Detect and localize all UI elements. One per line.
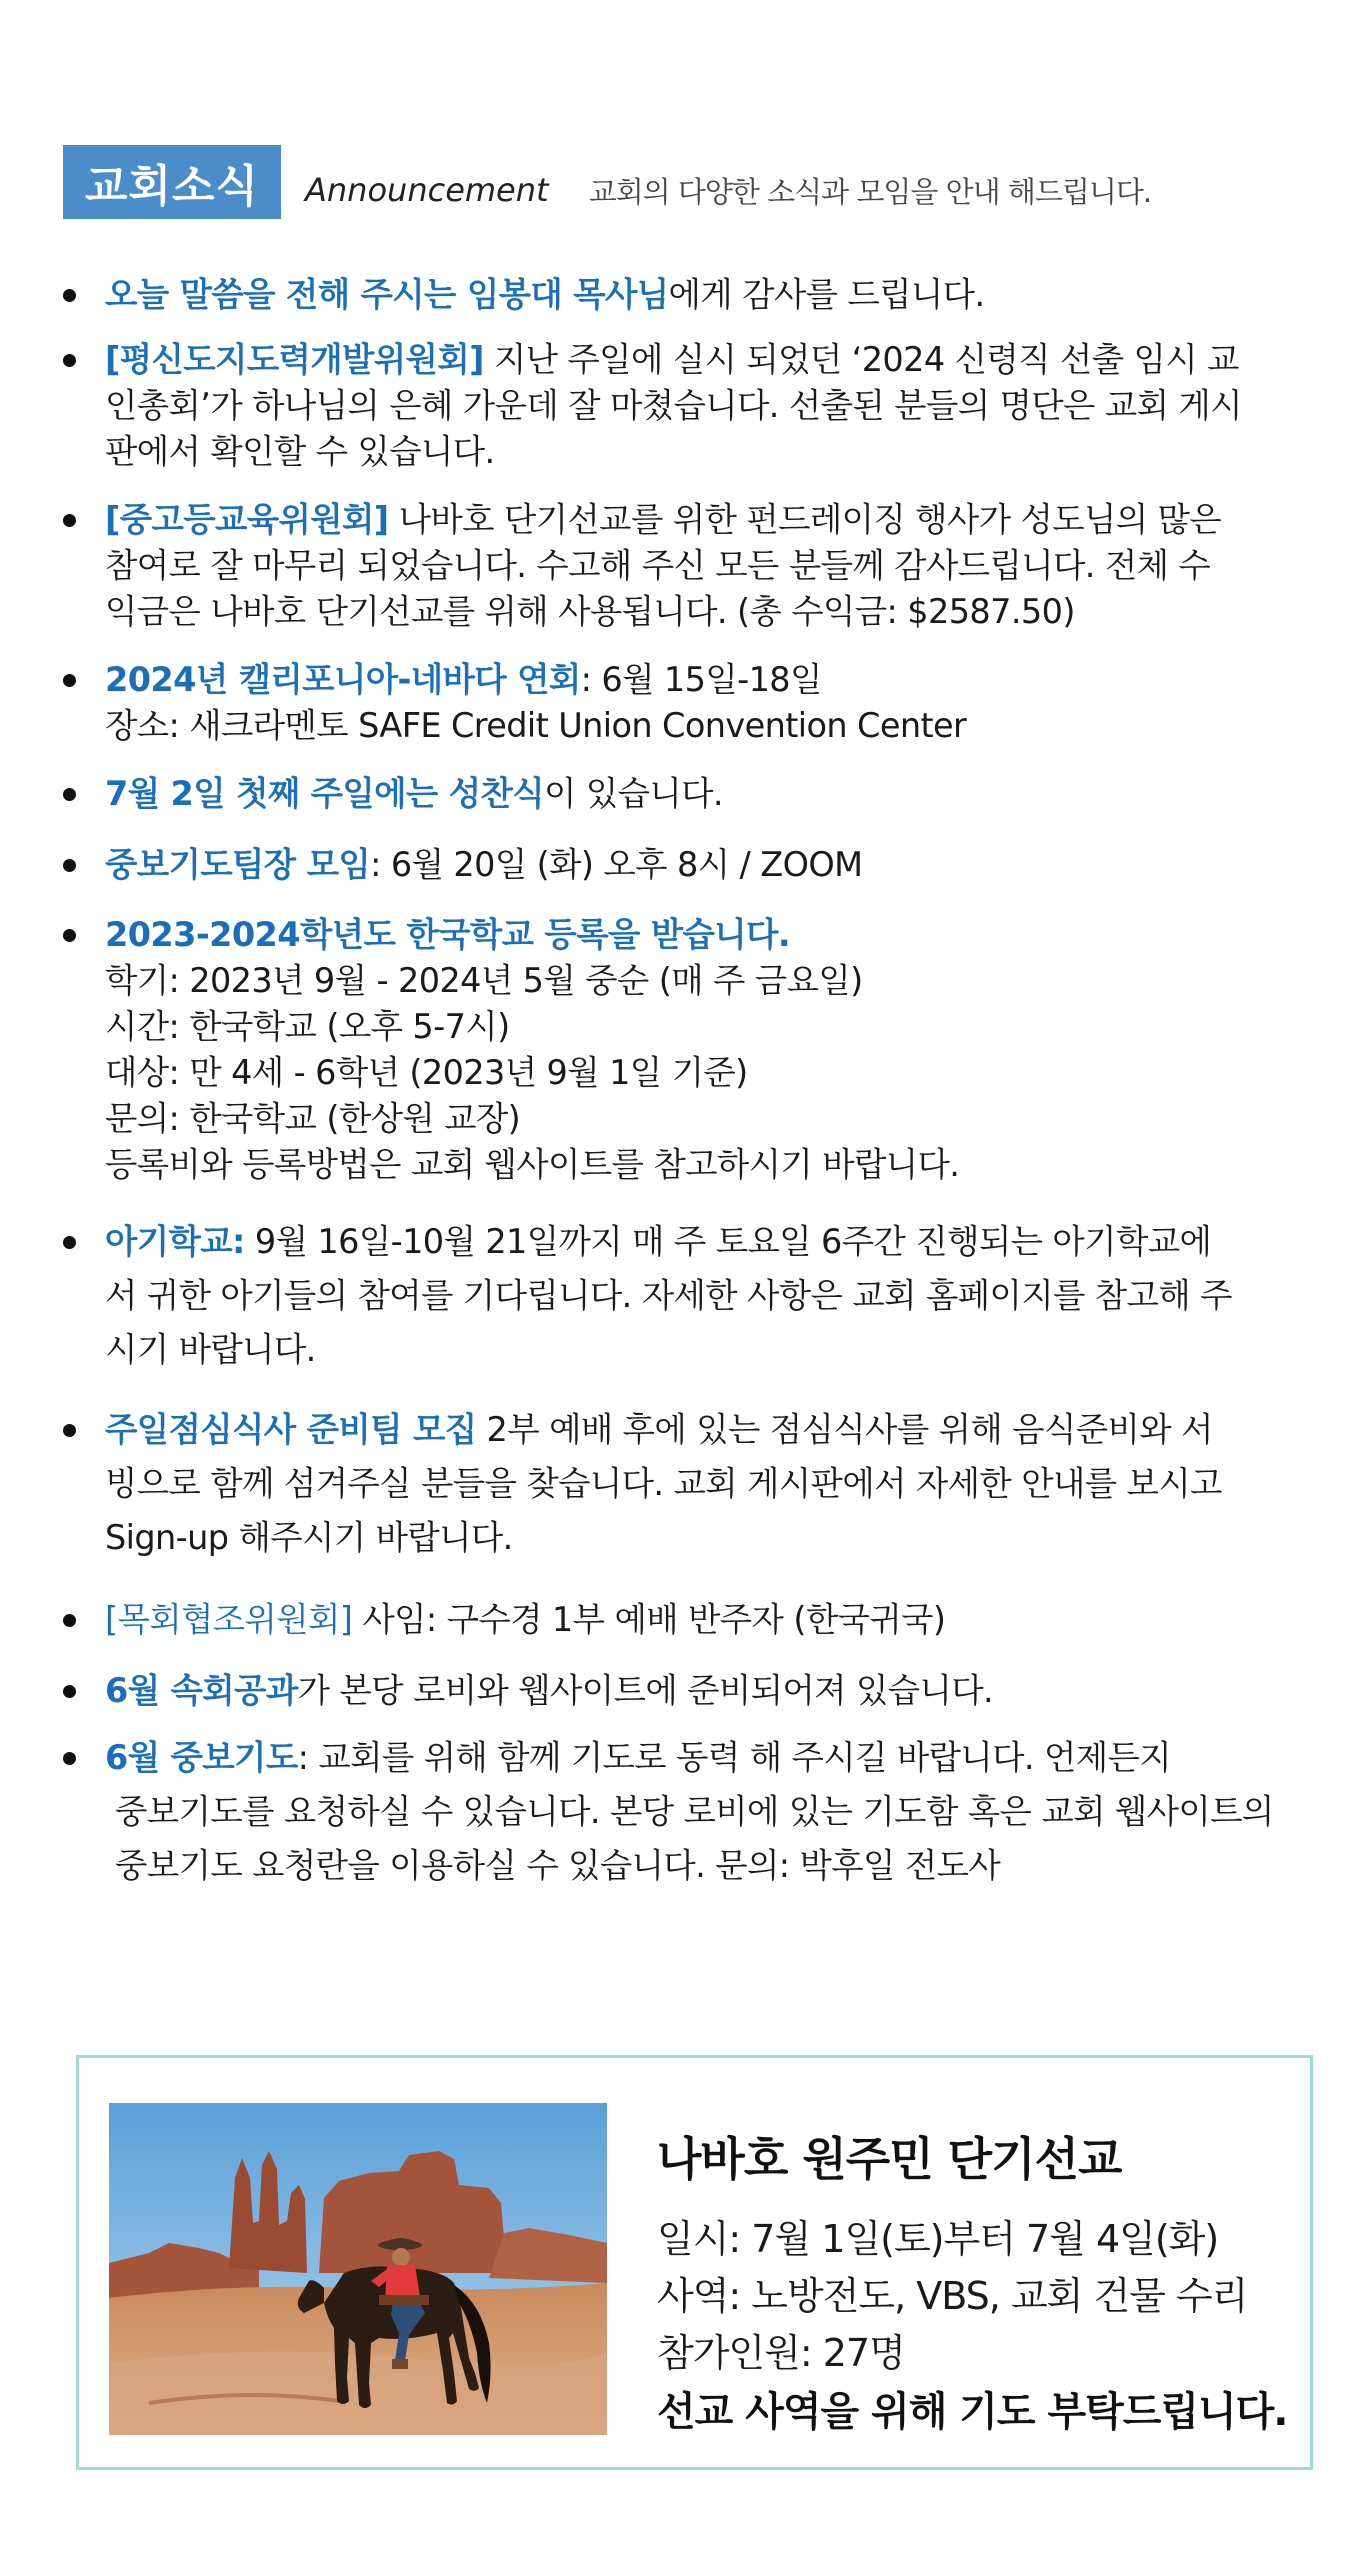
mission-participants: 참가인원: 27명 <box>657 2331 905 2375</box>
item-text: 등록비와 등록방법은 교회 웹사이트를 참고하시기 바랍니다. <box>105 1145 960 1184</box>
item-text: 나바호 단기선교를 위한 펀드레이징 행사가 성도님의 많은 <box>388 500 1222 539</box>
bullet-icon <box>63 1685 76 1698</box>
item-highlight: 중보기도팀장 모임 <box>105 845 371 884</box>
item-text: 대상: 만 4세 - 6학년 (2023년 9월 1일 기준) <box>105 1053 748 1092</box>
item-text: 익금은 나바호 단기선교를 위해 사용됩니다. (총 수익금: $2587.50) <box>105 592 1075 631</box>
list-item <box>105 1597 1320 1643</box>
item-highlight: 6월 중보기도 <box>105 1738 298 1777</box>
item-highlight: 7월 2일 첫째 주일에는 성찬식 <box>105 774 545 813</box>
bullet-icon <box>63 1752 76 1765</box>
item-highlight: 주일점심식사 준비팀 모집 <box>105 1410 477 1449</box>
list-item <box>105 272 1320 318</box>
item-highlight: 2024년 캘리포니아-네바다 연회 <box>105 660 581 699</box>
list-item <box>105 771 1320 817</box>
bullet-icon <box>63 929 76 942</box>
item-text: 에게 감사를 드립니다. <box>668 275 985 314</box>
bullet-icon <box>63 674 76 687</box>
item-text: 서 귀한 아기들의 참여를 기다립니다. 자세한 사항은 교회 홈페이지를 참고해 주 <box>105 1276 1232 1315</box>
list-item <box>105 657 1320 749</box>
item-text: 시간: 한국학교 (오후 5-7시) <box>105 1007 510 1046</box>
bullet-icon <box>63 1614 76 1627</box>
bullet-icon <box>63 289 76 302</box>
item-text: 중보기도 요청란을 이용하실 수 있습니다. 문의: 박후일 전도사 <box>105 1846 1001 1885</box>
item-text: 9월 16일-10월 21일까지 매 주 토요일 6주간 진행되는 아기학교에 <box>244 1222 1212 1261</box>
mission-photo-illustration <box>109 2103 607 2435</box>
bullet-icon <box>63 859 76 872</box>
item-highlight: 2023-2024학년도 한국학교 등록을 받습니다. <box>105 915 790 954</box>
item-text: 가 본당 로비와 웹사이트에 준비되어져 있습니다. <box>297 1671 994 1710</box>
rider-on-horse-monument-valley-photo <box>109 2103 607 2435</box>
list-item <box>105 337 1320 475</box>
list-item <box>105 1668 1320 1714</box>
mission-title: 나바호 원주민 단기선교 <box>657 2132 1122 2186</box>
section-description: 교회의 다양한 소식과 모임을 안내 해드립니다. <box>588 174 1152 209</box>
item-highlight: [중고등교육위원회] <box>105 500 389 539</box>
item-text: 2부 예배 후에 있는 점심식사를 위해 음식준비와 서 <box>476 1410 1213 1449</box>
bullet-icon <box>63 1424 76 1437</box>
item-text: 판에서 확인할 수 있습니다. <box>105 432 495 471</box>
list-item <box>105 912 1320 1188</box>
list-item <box>105 842 1320 888</box>
item-text: 지난 주일에 실시 되었던 ‘2024 신령직 선출 임시 교 <box>483 340 1239 379</box>
section-subtitle-en: Announcement <box>305 171 549 209</box>
section-header <box>63 145 1151 219</box>
mission-date: 일시: 7월 1일(토)부터 7월 4일(화) <box>657 2217 1219 2261</box>
item-highlight: [목회협조위원회] <box>105 1600 353 1639</box>
item-text: 중보기도를 요청하실 수 있습니다. 본당 로비에 있는 기도함 혹은 교회 웹사이트의 <box>105 1792 1274 1831</box>
bullet-icon <box>63 1236 76 1249</box>
list-item <box>105 1403 1320 1565</box>
item-highlight: 오늘 말씀을 전해 주시는 임봉대 목사님 <box>105 275 669 314</box>
item-text: 문의: 한국학교 (한상원 교장) <box>105 1099 521 1138</box>
item-text: 장소: 새크라멘토 SAFE Credit Union Convention Center <box>105 706 967 745</box>
bullet-icon <box>63 514 76 527</box>
item-text: : 교회를 위해 함께 기도로 동력 해 주시길 바랍니다. 언제든지 <box>297 1738 1172 1777</box>
section-title: 교회소식 <box>63 145 281 219</box>
bullet-icon <box>63 354 76 367</box>
item-highlight: 아기학교: <box>105 1222 245 1261</box>
mission-closing: 선교 사역을 위해 기도 부탁드립니다. <box>657 2389 1288 2435</box>
item-text: 이 있습니다. <box>544 774 723 813</box>
item-highlight: 6월 속회공과 <box>105 1671 298 1710</box>
item-text: 학기: 2023년 9월 - 2024년 5월 중순 (매 주 금요일) <box>105 961 863 1000</box>
bullet-icon <box>63 788 76 801</box>
item-highlight: [평신도지도력개발위원회] <box>105 340 484 379</box>
list-item <box>105 1215 1320 1377</box>
item-text: 시기 바랍니다. <box>105 1330 316 1369</box>
item-text: 빙으로 함께 섬겨주실 분들을 찾습니다. 교회 게시판에서 자세한 안내를 보시고 <box>105 1464 1222 1503</box>
item-text: : 6월 20일 (화) 오후 8시 / ZOOM <box>370 845 863 884</box>
item-text: 참여로 잘 마무리 되었습니다. 수고해 주신 모든 분들께 감사드립니다. 전체 수 <box>105 546 1211 585</box>
item-text: Sign-up 해주시기 바랍니다. <box>105 1518 513 1557</box>
list-item <box>105 1731 1320 1893</box>
item-text: : 6월 15일-18일 <box>580 660 822 699</box>
item-text: 인총회’가 하나님의 은혜 가운데 잘 마쳤습니다. 선출된 분들의 명단은 교회 게시 <box>105 386 1242 425</box>
mission-info <box>657 2123 1297 2442</box>
list-item <box>105 497 1320 635</box>
item-text: 사임: 구수경 1부 예배 반주자 (한국귀국) <box>352 1600 946 1639</box>
mission-box <box>76 2055 1313 2470</box>
mission-work: 사역: 노방전도, VBS, 교회 건물 수리 <box>657 2274 1248 2318</box>
